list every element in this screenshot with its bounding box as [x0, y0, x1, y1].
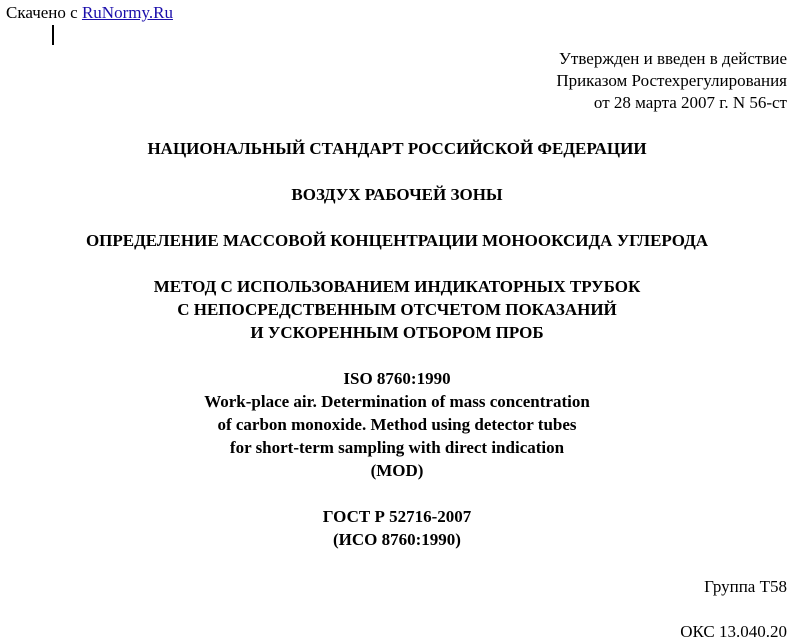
approval-line-1: Утвержден и введен в действие — [558, 49, 787, 68]
approval-line-2: Приказом Ростехрегулирования — [556, 71, 787, 90]
method-line-2: С НЕПОСРЕДСТВЕННЫМ ОТСЧЕТОМ ПОКАЗАНИЙ — [177, 300, 617, 319]
national-standard-heading — [0, 137, 794, 160]
oks-code: ОКС 13.040.20 — [680, 622, 787, 641]
iso-english-line-2: of carbon monoxide. Method using detector tubes — [217, 415, 577, 434]
iso-english-line-1: Work-place air. Determination of mass concentration — [204, 392, 590, 411]
approval-block — [556, 48, 787, 114]
subject-title: ВОЗДУХ РАБОЧЕЙ ЗОНЫ — [291, 185, 503, 204]
method-heading — [0, 275, 794, 344]
determination-heading — [0, 229, 794, 252]
source-prefix: Скачено с — [6, 3, 82, 22]
text-cursor — [52, 25, 54, 45]
source-line — [6, 3, 173, 23]
group-label: Группа Т58 — [704, 577, 787, 596]
gost-iso-ref: (ИСО 8760:1990) — [333, 530, 461, 549]
approval-line-3: от 28 марта 2007 г. N 56-ст — [593, 93, 787, 112]
subject-heading — [0, 183, 794, 206]
national-standard-title: НАЦИОНАЛЬНЫЙ СТАНДАРТ РОССИЙСКОЙ ФЕДЕРАЦИИ — [147, 139, 647, 158]
method-line-3: И УСКОРЕННЫМ ОТБОРОМ ПРОБ — [250, 323, 544, 342]
iso-block — [0, 367, 794, 482]
determination-title: ОПРЕДЕЛЕНИЕ МАССОВОЙ КОНЦЕНТРАЦИИ МОНООКСИДА УГЛЕРОДА — [85, 231, 709, 250]
gost-block — [0, 505, 794, 551]
iso-english-line-4: (MOD) — [370, 461, 424, 480]
method-line-1: МЕТОД С ИСПОЛЬЗОВАНИЕМ ИНДИКАТОРНЫХ ТРУБОК — [153, 277, 641, 296]
iso-code: ISO 8760:1990 — [343, 369, 451, 388]
runormy-link[interactable]: RuNormy.Ru — [81, 3, 173, 22]
iso-english-line-3: for short-term sampling with direct indication — [229, 438, 565, 457]
gost-code: ГОСТ Р 52716-2007 — [322, 507, 472, 526]
